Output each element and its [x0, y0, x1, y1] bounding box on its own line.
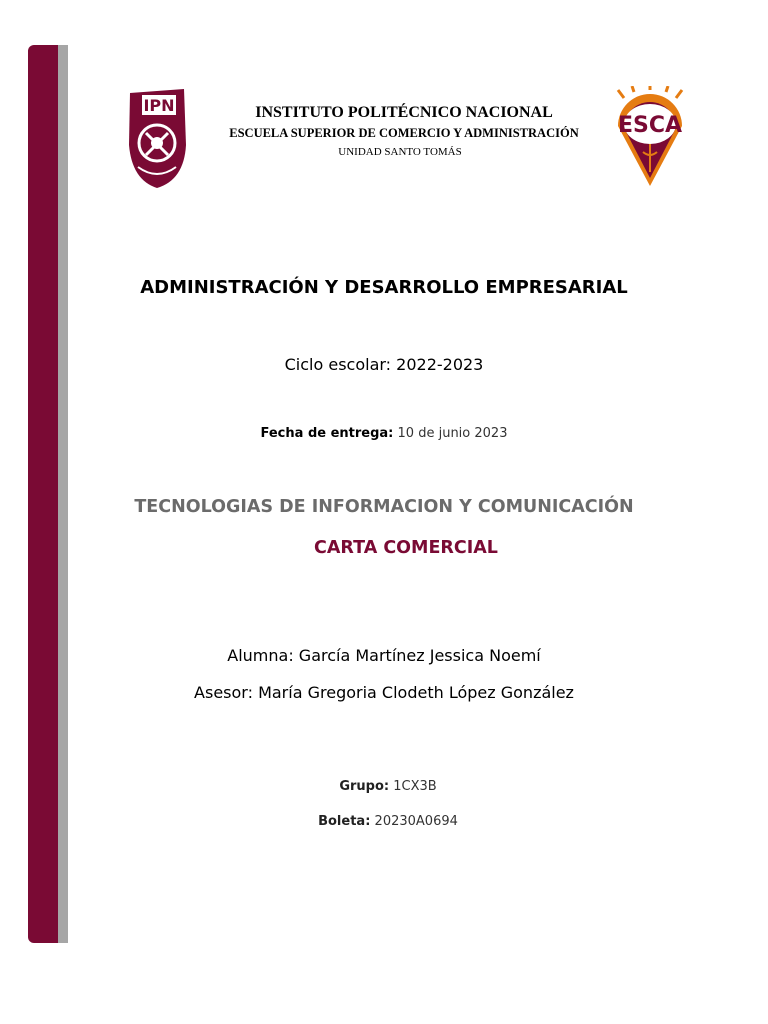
group-label: Grupo:: [339, 779, 390, 794]
student-name: Alumna: García Martínez Jessica Noemí: [227, 646, 541, 665]
delivery-value: 10 de junio 2023: [397, 426, 508, 441]
school-cycle: Ciclo escolar: 2022-2023: [284, 355, 484, 374]
school-name: ESCUELA SUPERIOR DE COMERCIO Y ADMINISTRACIÓN: [229, 126, 579, 140]
svg-text:IPN: IPN: [143, 96, 175, 115]
delivery-date: [0, 426, 768, 441]
delivery-label: Fecha de entrega:: [260, 426, 394, 441]
side-bar-shadow: [58, 45, 68, 943]
boleta-value: 20230A0694: [374, 814, 458, 829]
institution-name: INSTITUTO POLITÉCNICO NACIONAL: [255, 104, 553, 121]
advisor-name: Asesor: María Gregoria Clodeth López González: [194, 683, 574, 702]
document-title: CARTA COMERCIAL: [314, 538, 498, 558]
course-name: TECNOLOGIAS DE INFORMACION Y COMUNICACIÓN: [134, 497, 634, 517]
boleta-info: [0, 814, 768, 829]
subject-title: ADMINISTRACIÓN Y DESARROLLO EMPRESARIAL: [140, 277, 628, 298]
group-value: 1CX3B: [393, 779, 437, 794]
svg-text:ESCA: ESCA: [617, 113, 683, 138]
decorative-side-bar: [28, 45, 60, 943]
group-info: [0, 779, 768, 794]
unit-name: UNIDAD SANTO TOMÁS: [338, 146, 462, 158]
boleta-label: Boleta:: [318, 814, 371, 829]
